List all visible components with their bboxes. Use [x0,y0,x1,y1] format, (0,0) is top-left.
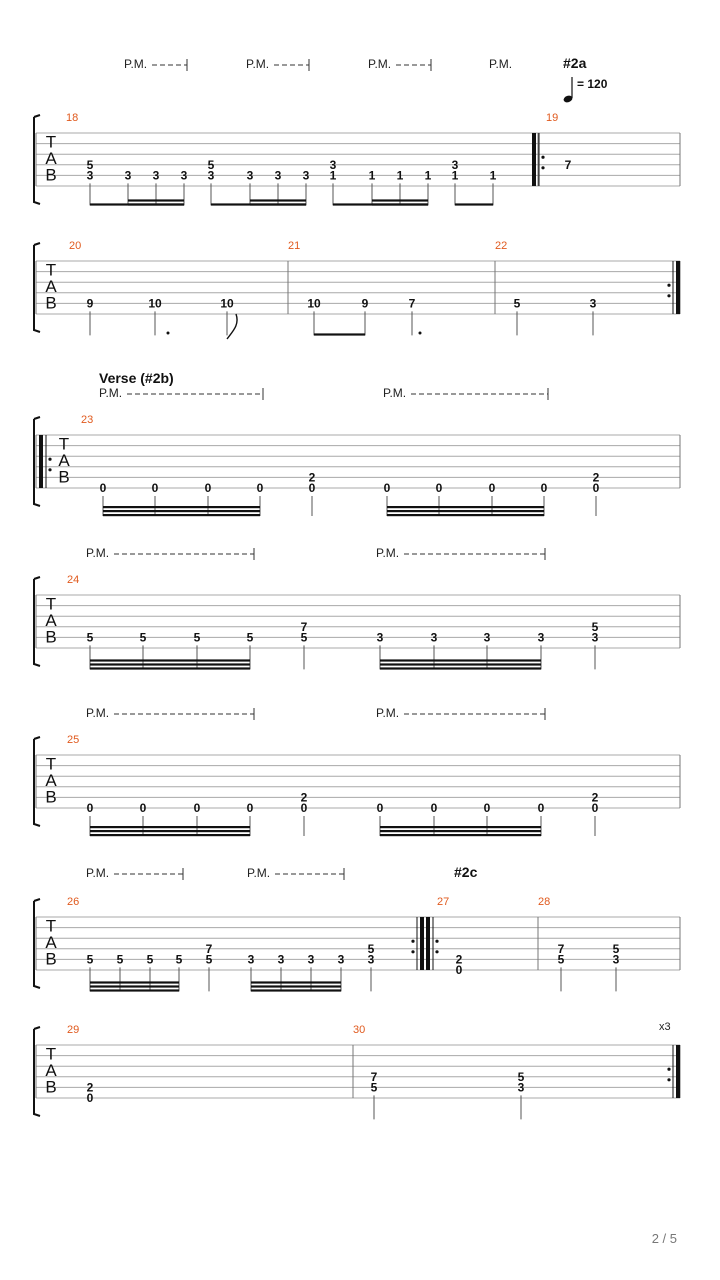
beam [90,659,250,661]
tab-clef-b: B [58,467,70,487]
beam [90,989,179,991]
fret-number: 3 [124,168,132,183]
repeat-dot [48,458,51,461]
tab-clef-t: T [45,916,57,936]
tab-clef-a: A [45,148,57,168]
fret-number: 5 [370,1080,378,1095]
fret-number: 3 [180,168,188,183]
fret-number: 1 [396,168,404,183]
fret-number: 0 [592,481,600,495]
fret-number: 0 [99,481,107,495]
fret-number: 10 [148,296,162,311]
fret-number: 5 [175,952,183,967]
fret-number: 1 [424,168,432,183]
fret-number: 5 [513,296,521,311]
fret-number: 7 [564,157,572,172]
fret-number: 10 [220,296,234,311]
fret-number: 0 [151,481,159,495]
page-number: 2 / 5 [651,1231,677,1246]
section-label-2c: #2c [454,864,478,880]
palm-mute-label: P.M. [86,546,110,560]
measure-number-26: 26 [67,896,80,908]
fret-number: 9 [361,296,369,311]
tab-clef-t: T [45,132,57,152]
repeat-dot [667,1068,670,1071]
measure-number-27: 27 [437,896,450,908]
repeat-dot [541,156,544,159]
palm-mute-label: P.M. [368,57,392,71]
tab-clef-t: T [45,594,57,614]
fret-number: 3 [277,952,285,967]
fret-number: 3 [612,952,620,967]
measure-number-30: 30 [353,1024,366,1036]
fret-number: 3 [591,630,599,645]
tab-clef-b: B [45,787,57,807]
beam [90,834,250,836]
beam [251,981,341,983]
dot [167,332,170,335]
fret-number: 0 [537,801,545,815]
fret-number: 5 [207,157,215,172]
tab-clef-a: A [45,1060,57,1080]
tab-clef-b: B [45,949,57,969]
fret-number: 0 [300,801,308,815]
measure-number-18: 18 [66,112,79,124]
fret-number: 5 [193,630,201,645]
beam [380,663,541,665]
fret-number: 5 [367,941,375,956]
fret-number: 10 [307,296,321,311]
fret-number: 0 [86,1091,94,1105]
measure-number-24: 24 [67,574,80,586]
measure-number-22: 22 [495,240,508,252]
palm-mute-label: P.M. [86,866,110,880]
fret-number: 1 [329,168,337,183]
fret-number: 7 [408,296,416,311]
system-bracket [34,243,40,332]
tab-clef-a: A [45,932,57,952]
fret-number: 3 [246,168,254,183]
fret-number: 3 [247,952,255,967]
fret-number: 2 [300,790,308,805]
repeat-thick-bar [676,261,680,314]
fret-number: 3 [483,630,491,645]
measure-number-28: 28 [538,896,551,908]
measure-number-25: 25 [67,734,80,746]
palm-mute-label: P.M. [376,546,400,560]
repeat-thick-bar [426,917,430,970]
fret-number: 1 [489,168,497,183]
repeat-dot [667,294,670,297]
fret-number: 3 [307,952,315,967]
beam [372,203,428,205]
system-bracket [34,737,40,826]
beam [380,826,541,828]
fret-number: 5 [591,619,599,634]
fret-number: 2 [308,470,316,485]
fret-number: 3 [367,952,375,967]
fret-number: 3 [430,630,438,645]
beam [128,203,184,205]
fret-number: 5 [139,630,147,645]
fret-number: 2 [592,470,600,485]
fret-number: 5 [86,630,94,645]
fret-number: 3 [337,952,345,967]
beam [314,333,365,335]
tab-clef-b: B [45,293,57,313]
fret-number: 5 [557,952,565,967]
fret-number: 5 [146,952,154,967]
beam [380,830,541,832]
fret-number: 3 [589,296,597,311]
repeat-dot [48,468,51,471]
tab-clef-a: A [45,276,57,296]
fret-number: 7 [557,941,565,956]
fret-number: 7 [205,941,213,956]
fret-number: 0 [591,801,599,815]
fret-number: 5 [86,157,94,172]
beam [90,830,250,832]
repeat-dot [411,950,414,953]
fret-number: 5 [300,630,308,645]
fret-number: 3 [451,157,459,172]
fret-number: 0 [376,801,384,815]
dot [419,332,422,335]
beam [90,663,250,665]
system-bracket [34,577,40,666]
fret-number: 0 [383,481,391,495]
fret-number: 3 [86,168,94,183]
beam [250,199,306,201]
beam [90,981,179,983]
repeat-thick-bar [39,435,43,488]
fret-number: 1 [368,168,376,183]
measure-number-29: 29 [67,1024,80,1036]
tab-clef-t: T [45,260,57,280]
fret-number: 0 [139,801,147,815]
fret-number: 0 [455,963,463,977]
measure-number-20: 20 [69,240,82,252]
note-flag [227,314,237,339]
fret-number: 2 [86,1080,94,1095]
fret-number: 0 [483,801,491,815]
fret-number: 0 [430,801,438,815]
beam [251,985,341,987]
palm-mute-label: P.M. [246,57,270,71]
fret-number: 0 [246,801,254,815]
tempo-value: = 120 [577,77,608,91]
tab-clef-b: B [45,1077,57,1097]
beam [128,199,184,201]
fret-number: 7 [300,619,308,634]
fret-number: 3 [537,630,545,645]
fret-number: 5 [86,952,94,967]
palm-mute-label: P.M. [86,706,110,720]
repeat-dot [667,284,670,287]
beam [380,834,541,836]
beam [387,514,544,516]
repeat-dot [541,166,544,169]
fret-number: 3 [302,168,310,183]
system-bracket [34,115,40,204]
fret-number: 3 [329,157,337,172]
fret-number: 0 [488,481,496,495]
fret-number: 2 [455,952,463,967]
fret-number: 5 [205,952,213,967]
palm-mute-label: P.M. [247,866,271,880]
fret-number: 0 [308,481,316,495]
fret-number: 0 [204,481,212,495]
palm-mute-label: P.M. [489,57,513,71]
section-label-2a: #2a [563,55,587,71]
tab-clef-a: A [45,770,57,790]
tab-clef-a: A [58,450,70,470]
fret-number: 3 [517,1080,525,1095]
beam [380,667,541,669]
measure-number-19: 19 [546,112,559,124]
fret-number: 0 [86,801,94,815]
fret-number: 3 [152,168,160,183]
palm-mute-label: P.M. [383,386,407,400]
beam [380,659,541,661]
beam [103,510,260,512]
repeat-thick-bar [532,133,536,186]
fret-number: 5 [116,952,124,967]
repeat-thick-bar [676,1045,680,1098]
repeat-thick-bar [420,917,424,970]
beam [455,203,493,205]
palm-mute-label: P.M. [99,386,123,400]
tab-clef-t: T [45,1044,57,1064]
fret-number: 5 [246,630,254,645]
beam [250,203,306,205]
tab-clef-b: B [45,627,57,647]
fret-number: 3 [274,168,282,183]
tab-clef-t: T [58,434,70,454]
beam [251,989,341,991]
beam [372,199,428,201]
repeat-dot [411,940,414,943]
fret-number: 0 [193,801,201,815]
beam [90,985,179,987]
beam [103,514,260,516]
tab-clef-t: T [45,754,57,774]
repeat-count: x3 [659,1021,671,1033]
fret-number: 2 [591,790,599,805]
fret-number: 9 [86,296,94,311]
beam [387,510,544,512]
beam [387,506,544,508]
beam [90,826,250,828]
palm-mute-label: P.M. [376,706,400,720]
measure-number-23: 23 [81,414,94,426]
section-label-verse-2b: Verse (#2b) [99,370,174,386]
fret-number: 7 [370,1069,378,1084]
fret-number: 0 [256,481,264,495]
repeat-dot [667,1078,670,1081]
system-bracket [34,1027,40,1116]
fret-number: 5 [612,941,620,956]
tab-clef-b: B [45,165,57,185]
fret-number: 5 [517,1069,525,1084]
fret-number: 1 [451,168,459,183]
repeat-dot [435,940,438,943]
fret-number: 3 [376,630,384,645]
fret-number: 0 [435,481,443,495]
repeat-dot [435,950,438,953]
beam [103,506,260,508]
system-bracket [34,899,40,988]
palm-mute-label: P.M. [124,57,148,71]
fret-number: 3 [207,168,215,183]
fret-number: 0 [540,481,548,495]
measure-number-21: 21 [288,240,301,252]
beam [90,667,250,669]
tab-clef-a: A [45,610,57,630]
